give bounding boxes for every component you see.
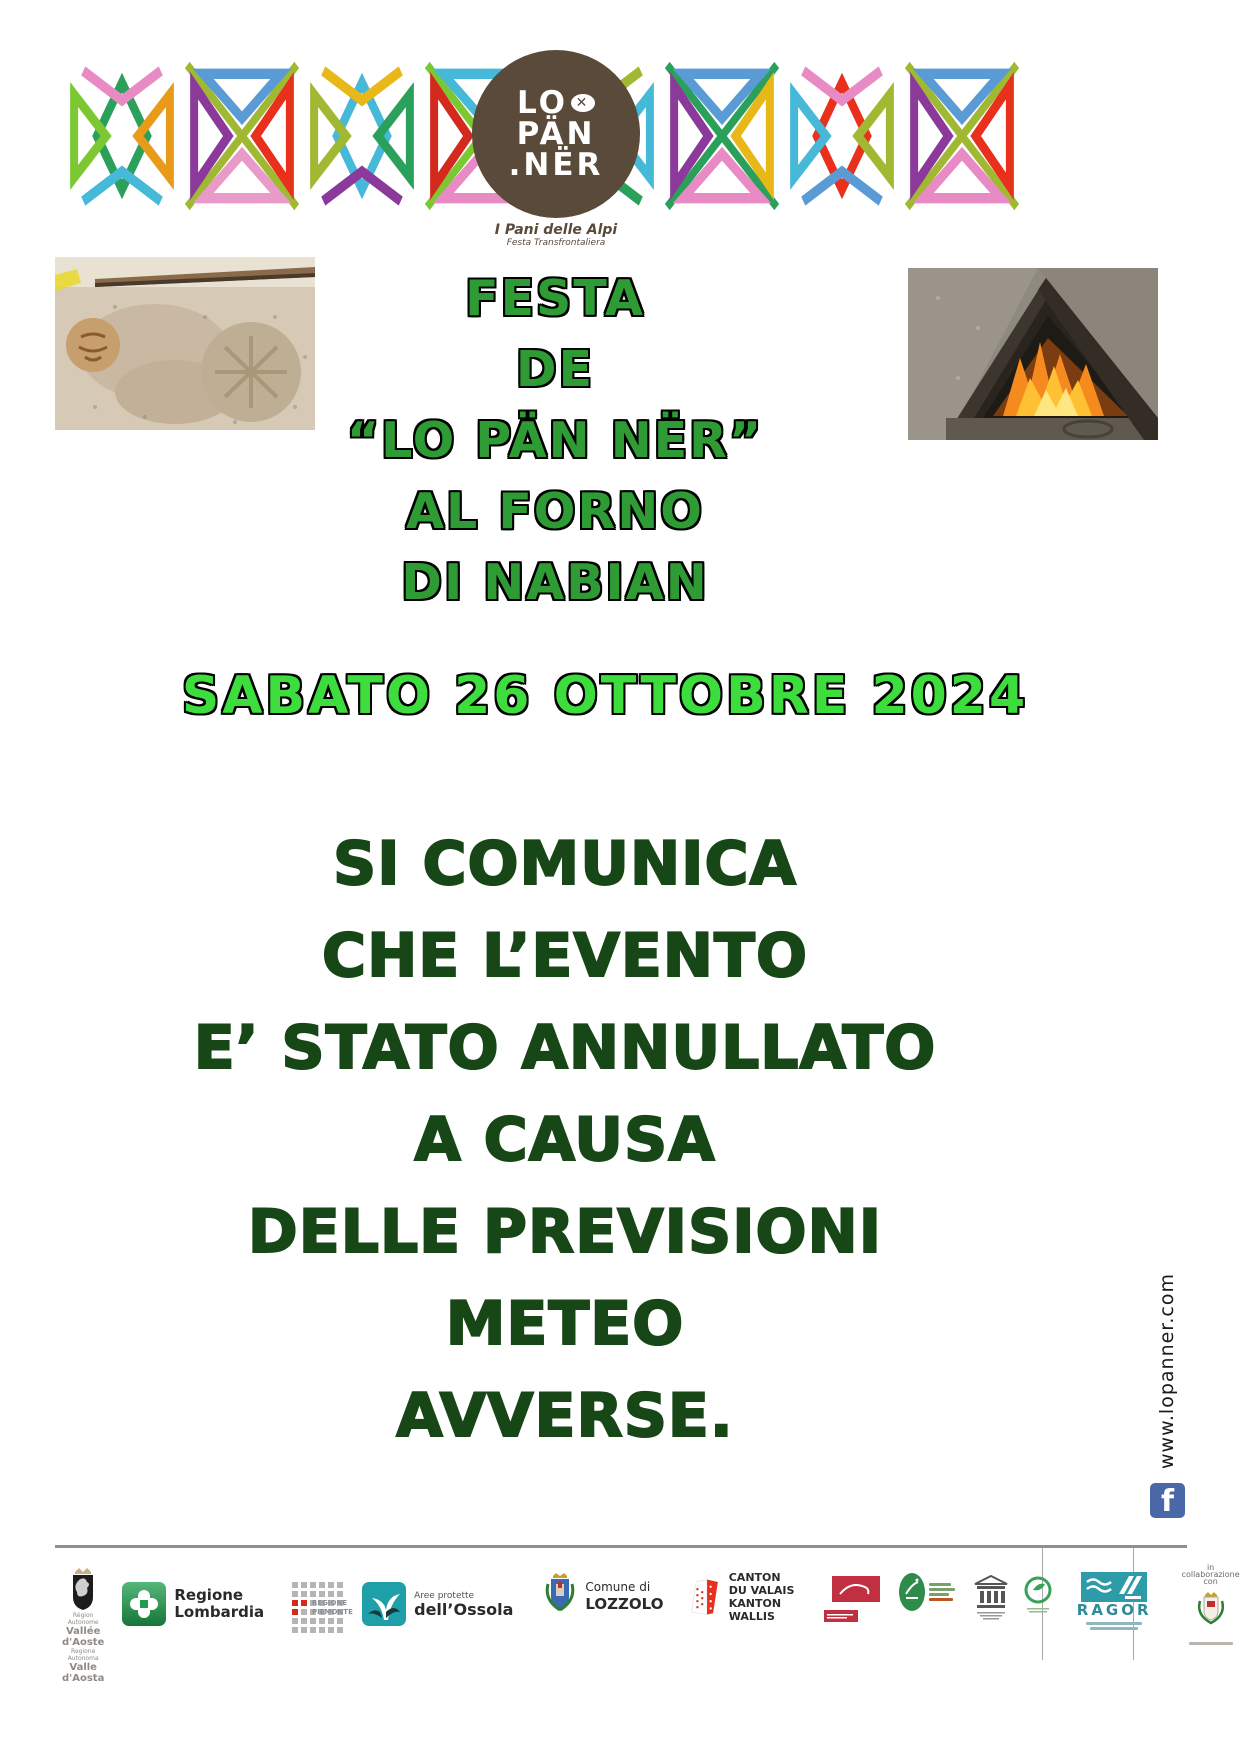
ossola-label-2: dell’Ossola xyxy=(414,1599,514,1619)
lo-pan-ner-logo xyxy=(472,50,640,218)
pattern-tile xyxy=(785,62,899,210)
announcement-line-4: A CAUSA xyxy=(414,1105,716,1175)
bauges-oval-icon xyxy=(898,1572,926,1612)
lombardia-label-1: Regione xyxy=(174,1586,244,1604)
lozzolo-shield-icon xyxy=(543,1570,577,1622)
svg-text:PIEMONTE: PIEMONTE xyxy=(312,1608,353,1616)
pattern-tile xyxy=(905,62,1019,210)
website-link[interactable]: www.lopanner.com xyxy=(1156,1273,1178,1469)
announcement-line-2: CHE L’EVENTO xyxy=(322,921,808,991)
lombardia-rose-icon xyxy=(122,1582,166,1626)
logo-regione-piemonte xyxy=(292,1582,356,1634)
logo-valle-aosta-arms: Région Autonome Vallée d'Aoste Regione Autonoma Valle d'Aosta xyxy=(62,1566,104,1684)
title-line-de: DE xyxy=(515,341,595,398)
title-line-festa: FESTA xyxy=(465,270,645,327)
announcement-line-3: E’ STATO ANNULLATO xyxy=(193,1013,937,1083)
title-line-lo-pan-ner: “LO PÄN NËR” xyxy=(346,412,764,469)
chatillon-shield-icon xyxy=(1193,1587,1229,1639)
event-date: SABATO 26 OTTOBRE 2024 xyxy=(181,666,1029,726)
footer-divider xyxy=(55,1545,1187,1548)
logo-tagline-2: Festa Transfrontaliera xyxy=(506,238,606,248)
cancellation-announcement xyxy=(0,818,1130,1462)
lozzolo-label-2: LOZZOLO xyxy=(585,1595,664,1613)
valais-label-2: KANTON WALLIS xyxy=(728,1597,782,1623)
logo-comune-lozzolo xyxy=(543,1570,663,1622)
piemonte-grid-icon xyxy=(292,1582,356,1634)
logo-line-3: .NËR xyxy=(508,146,604,183)
logo-red-foundation xyxy=(824,1576,880,1624)
title-line-al-forno: AL FORNO xyxy=(406,483,704,540)
logo-canton-valais xyxy=(689,1568,801,1626)
logo-tagline xyxy=(452,222,660,248)
lombardia-label-2: Lombardia xyxy=(174,1603,265,1621)
svg-text:REGIONE: REGIONE xyxy=(312,1599,348,1607)
pattern-tile xyxy=(665,62,779,210)
ossola-plant-icon xyxy=(362,1582,406,1626)
chatillon-caption: in collaborazione con xyxy=(1181,1563,1240,1586)
logo-line-1 xyxy=(516,84,595,121)
pattern-tile xyxy=(65,62,179,210)
announcement-line-1: SI COMUNICA xyxy=(333,829,797,899)
valais-label-1: CANTON DU VALAIS xyxy=(728,1571,795,1597)
pattern-tile xyxy=(305,62,419,210)
ragor-label: RAGOR xyxy=(1076,1601,1152,1619)
logo-unesco xyxy=(971,1574,1011,1620)
logo-regione-lombardia xyxy=(122,1582,264,1626)
logo-tagline-1: I Pani delle Alpi xyxy=(494,222,618,238)
announcement-line-5: DELLE PREVISIONI xyxy=(247,1197,883,1267)
unesco-icon xyxy=(971,1574,1011,1620)
title-line-di-nabian: DI NABIAN xyxy=(401,554,709,611)
green-circle-icon xyxy=(1023,1576,1053,1618)
logo-text-lo: LO xyxy=(516,84,568,121)
valais-flag-icon xyxy=(689,1568,720,1626)
announcement-line-7: AVVERSE. xyxy=(396,1381,734,1451)
bread-icon: ✕ xyxy=(571,94,595,112)
announcement-line-6: METEO xyxy=(445,1289,685,1359)
event-title xyxy=(0,263,1110,618)
lozzolo-label-1: Comune di xyxy=(585,1580,651,1594)
logo-ragor xyxy=(1077,1572,1152,1630)
valle-aosta-shield-icon xyxy=(65,1566,101,1612)
logo-chatillon xyxy=(1182,1564,1240,1645)
red-foundation-icon xyxy=(824,1576,880,1624)
logo-parc-bauges xyxy=(898,1572,955,1612)
ossola-label-1: Aree protette xyxy=(414,1590,475,1601)
logo-green-circle xyxy=(1023,1576,1053,1618)
ragor-wave-icon xyxy=(1081,1572,1147,1602)
partner-logos-bar xyxy=(62,1560,1240,1684)
logo-line-2: PÄN xyxy=(516,115,596,152)
facebook-icon[interactable]: f xyxy=(1150,1483,1185,1518)
logo-aree-protette-ossola xyxy=(362,1582,513,1626)
pattern-tile xyxy=(185,62,299,210)
